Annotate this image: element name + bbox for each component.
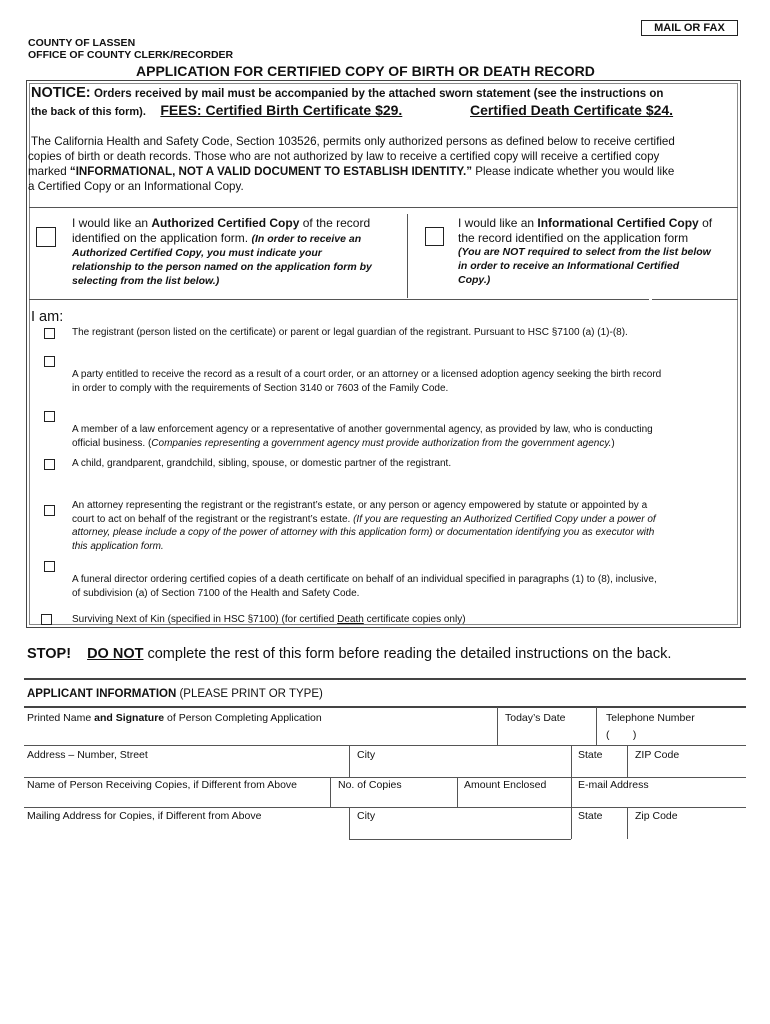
- amount-enclosed-field[interactable]: Amount Enclosed: [464, 779, 547, 791]
- informational-copy-option: [458, 216, 712, 287]
- state-field-2[interactable]: State: [578, 810, 603, 822]
- intro-line-4: a Certified Copy or an Informational Copy.: [28, 180, 244, 193]
- email-field[interactable]: E-mail Address: [578, 779, 649, 791]
- office-name: OFFICE OF COUNTY CLERK/RECORDER: [28, 49, 234, 61]
- authorized-line-2: identified on the application form. (In order to receive an: [72, 230, 362, 245]
- intro-line-2: copies of birth or death records. Those who are not authorized by law to receive a certified copy will receive a certified copy: [28, 150, 660, 163]
- fee-birth: FEES: Certified Birth Certificate $29.: [160, 102, 403, 118]
- stop-notice: [27, 646, 671, 662]
- option-court-order-checkbox[interactable]: [44, 356, 55, 367]
- mail-or-fax-label: MAIL OR FAX: [654, 22, 725, 34]
- option-registrant-checkbox[interactable]: [44, 328, 55, 339]
- printed-name-field[interactable]: Printed Name and Signature of Person Completing Application: [27, 712, 322, 724]
- stop-text: complete the rest of this form before reading the detailed instructions on the back.: [143, 646, 672, 662]
- divider: [652, 299, 738, 300]
- authorized-copy-option: [72, 216, 372, 288]
- authorized-line-1: I would like an Authorized Certified Copy of the record: [72, 216, 371, 230]
- divider: [29, 299, 649, 300]
- mailing-address-field[interactable]: Mailing Address for Copies, if Different from Above: [27, 810, 262, 822]
- intro-line-3: marked “INFORMATIONAL, NOT A VALID DOCUMENT TO ESTABLISH IDENTITY.” Please indicate whether you would like: [28, 165, 675, 178]
- informational-line-2: the record identified on the application form: [458, 230, 689, 245]
- divider: [627, 807, 628, 839]
- telephone-area-code: ( ): [606, 729, 637, 741]
- divider: [457, 777, 458, 807]
- authorized-line-4: relationship to the person named on the application form by: [72, 261, 372, 273]
- divider: [596, 707, 597, 745]
- divider: [627, 745, 628, 777]
- divider: [571, 777, 572, 807]
- divider: [349, 745, 350, 777]
- divider: [24, 678, 746, 680]
- stop-label: STOP!: [27, 646, 72, 662]
- intro-line-1: The California Health and Safety Code, Section 103526, permits only authorized persons as defined below to receive certified: [31, 135, 675, 148]
- authorized-line-3: Authorized Certified Copy, you must indicate your: [72, 247, 322, 259]
- zip-field-2[interactable]: Zip Code: [635, 810, 678, 822]
- address-field[interactable]: Address – Number, Street: [27, 749, 148, 761]
- notice-text-1: Orders received by mail must be accompanied by the attached sworn statement (see the instructions on: [93, 88, 664, 100]
- county-name: COUNTY OF LASSEN: [28, 37, 136, 49]
- mail-or-fax-box: [641, 20, 738, 36]
- zip-field[interactable]: ZIP Code: [635, 749, 680, 761]
- divider: [29, 207, 738, 208]
- option-funeral-director-checkbox[interactable]: [44, 561, 55, 572]
- city-field[interactable]: City: [357, 749, 376, 761]
- divider: [571, 745, 572, 777]
- divider: [349, 807, 350, 839]
- receiver-name-field[interactable]: Name of Person Receiving Copies, if Different from Above: [27, 779, 298, 791]
- informational-line-1: I would like an Informational Certified Copy of: [458, 216, 713, 230]
- form-title: APPLICATION FOR CERTIFIED COPY OF BIRTH OR DEATH RECORD: [136, 63, 595, 79]
- option-relative: A child, grandparent, grandchild, sibling, spouse, or domestic partner of the registrant.: [72, 458, 452, 469]
- option-registrant: The registrant (person listed on the certificate) or parent or legal guardian of the registrant. Pursuant to HSC §7100 (a) (1)-(8).: [72, 327, 628, 338]
- option-law-enforcement: A member of a law enforcement agency or a representative of another governmental agency, as provided by law, who is conducting official business. (Companies representing a government agency must provide authorization from the government agency.): [72, 424, 653, 449]
- divider: [571, 807, 572, 839]
- option-attorney: An attorney representing the registrant or the registrant’s estate, or any person or agency empowered by statute or appointed by a court to act on behalf of the registrant or the registrant’s estate. (If you are requesting an Authorized Certified Copy under a power of attorney, please include a copy of the power of attorney with this application form) or documentation identifying you as executor with this application form.: [72, 500, 656, 552]
- notice-text-2: the back of this form).: [31, 106, 146, 118]
- telephone-field[interactable]: Telephone Number: [606, 712, 695, 724]
- applicant-info-title: APPLICANT INFORMATION (PLEASE PRINT OR TYPE): [27, 688, 323, 700]
- informational-copy-checkbox[interactable]: [425, 227, 444, 246]
- informational-line-3: (You are NOT required to select from the list below: [458, 246, 711, 258]
- option-court-order: A party entitled to receive the record as a result of a court order, or an attorney or a licensed adoption agency seeking the birth record in order to comply with the requirements of Section 3140 or 7603 of the Family Code.: [72, 369, 662, 394]
- copy-type-divider: [407, 214, 408, 298]
- notice-line-2: [31, 102, 402, 120]
- option-relative-checkbox[interactable]: [44, 459, 55, 470]
- divider: [24, 745, 746, 746]
- intro-paragraph: [28, 134, 675, 194]
- option-next-of-kin-checkbox[interactable]: [41, 614, 52, 625]
- option-next-of-kin: Surviving Next of Kin (specified in HSC §7100) (for certified Death certificate copies only): [72, 614, 466, 625]
- informational-line-4: in order to receive an Informational Certified: [458, 260, 680, 272]
- option-attorney-checkbox[interactable]: [44, 505, 55, 516]
- city-field-2[interactable]: City: [357, 810, 376, 822]
- divider: [24, 777, 746, 778]
- divider: [497, 707, 498, 745]
- todays-date-field[interactable]: Today’s Date: [505, 712, 566, 724]
- authorized-line-5: selecting from the list below.): [72, 275, 220, 287]
- fee-death: Certified Death Certificate $24.: [470, 102, 674, 118]
- divider: [330, 777, 331, 807]
- divider: [24, 706, 746, 708]
- authorized-copy-checkbox[interactable]: [36, 227, 56, 247]
- divider: [349, 839, 571, 840]
- informational-line-5: Copy.): [458, 274, 491, 286]
- notice: [31, 85, 663, 101]
- num-copies-field[interactable]: No. of Copies: [338, 779, 402, 791]
- i-am-label: I am:: [31, 309, 64, 325]
- divider: [24, 807, 746, 808]
- option-law-enforcement-checkbox[interactable]: [44, 411, 55, 422]
- notice-label: NOTICE:: [31, 85, 91, 101]
- option-funeral-director: A funeral director ordering certified copies of a death certificate on behalf of an individual specified in paragraphs (1) to (8), inclusive, of subdivision (a) of Section 7100 of the Health and Safety Code.: [72, 574, 657, 599]
- do-not-label: DO NOT: [87, 646, 144, 662]
- state-field[interactable]: State: [578, 749, 603, 761]
